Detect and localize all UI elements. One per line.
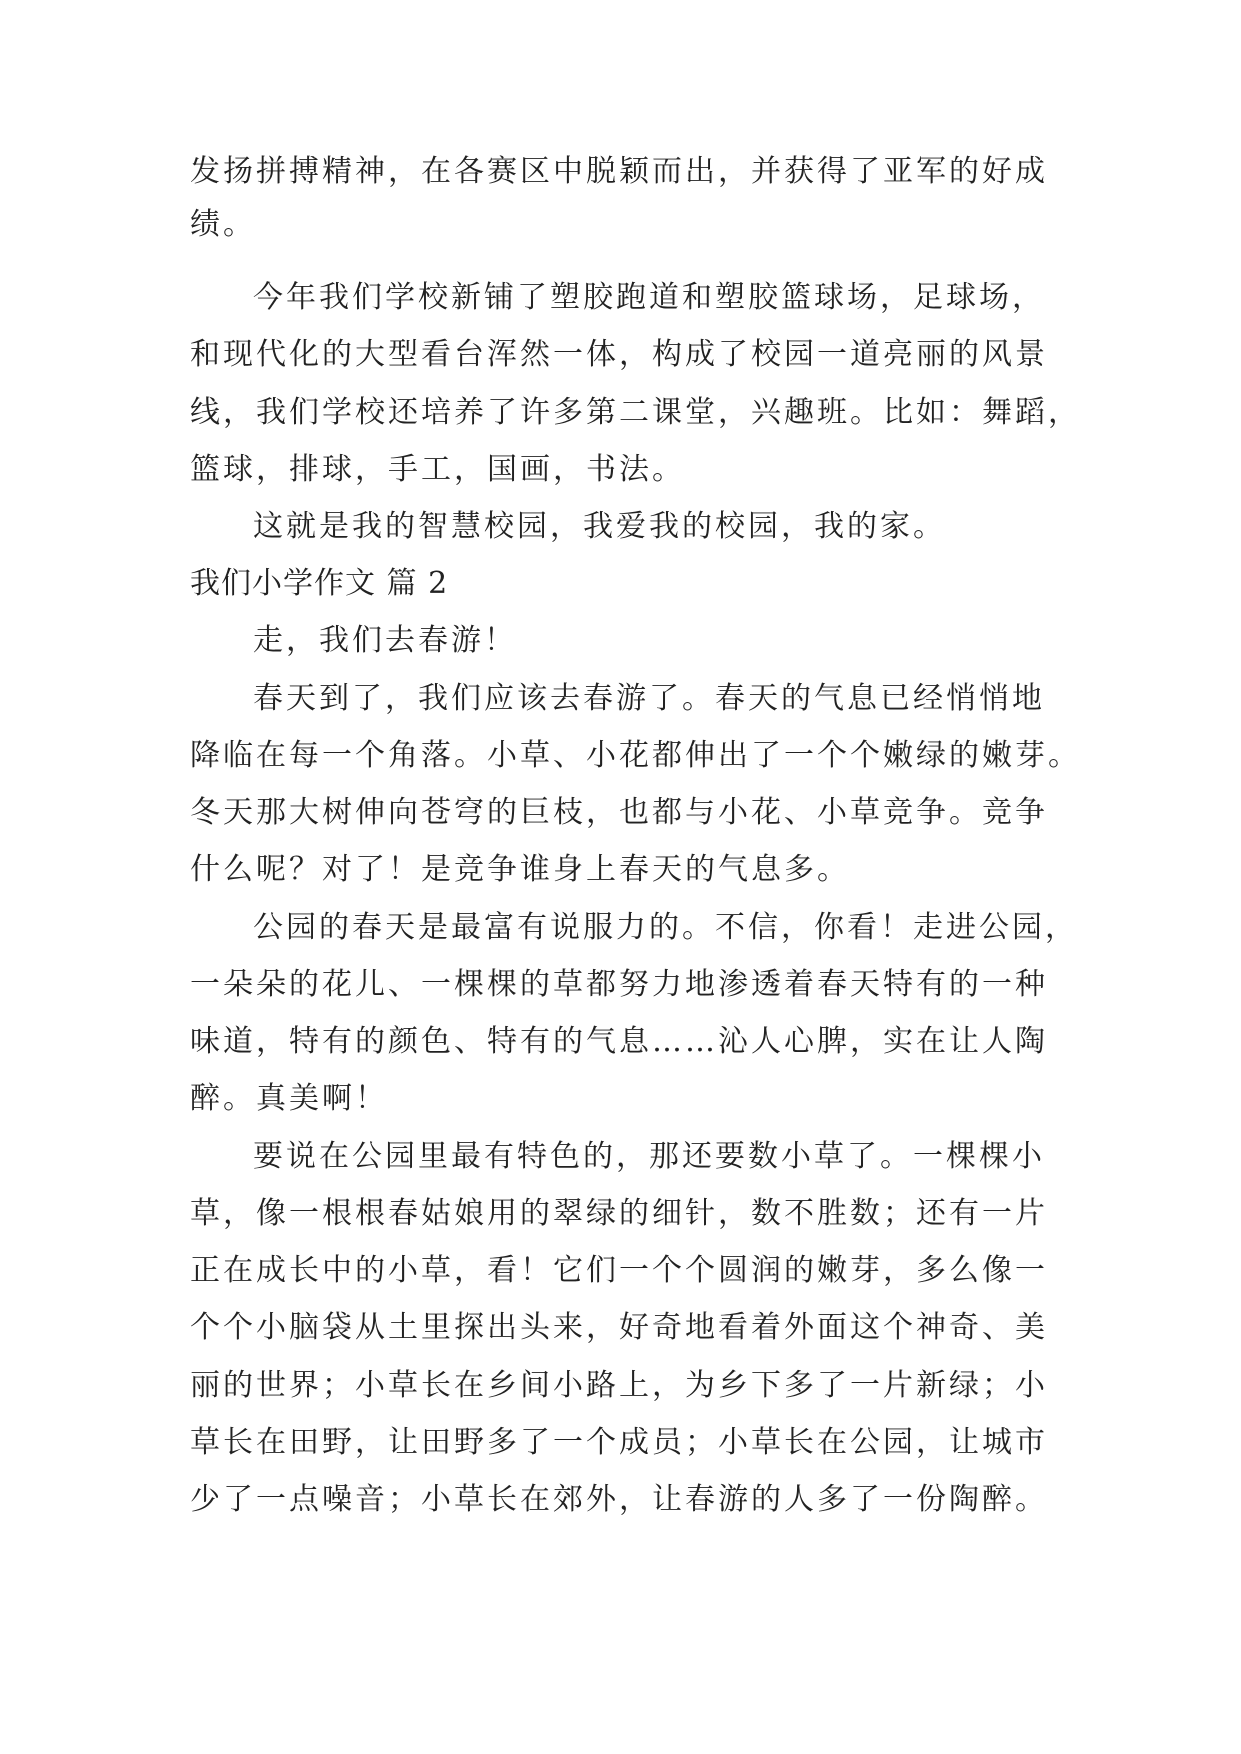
text-line: 发扬拼搏精神，在各赛区中脱颖而出，并获得了亚军的好成 <box>190 154 1048 189</box>
text-line: 草，像一根根春姑娘用的翠绿的细针，数不胜数；还有一片 <box>190 1196 1048 1231</box>
paragraph-first-line: 这就是我的智慧校园，我爱我的校园，我的家。 <box>253 509 946 544</box>
paragraph-first-line: 春天到了，我们应该去春游了。春天的气息已经悄悄地 <box>253 681 1045 716</box>
text-line: 个个小脑袋从土里探出头来，好奇地看着外面这个神奇、美 <box>190 1310 1048 1345</box>
text-line: 正在成长中的小草，看！它们一个个圆润的嫩芽，多么像一 <box>190 1253 1048 1288</box>
text-line: 什么呢？对了！是竞争谁身上春天的气息多。 <box>190 852 850 887</box>
text-line: 冬天那大树伸向苍穹的巨枝，也都与小花、小草竞争。竞争 <box>190 795 1048 830</box>
paragraph-first-line: 公园的春天是最富有说服力的。不信，你看！走进公园， <box>253 910 1078 945</box>
paragraph-first-line: 要说在公园里最有特色的，那还要数小草了。一棵棵小 <box>253 1139 1045 1174</box>
text-line: 降临在每一个角落。小草、小花都伸出了一个个嫩绿的嫩芽。 <box>190 738 1081 773</box>
paragraph-first-line: 今年我们学校新铺了塑胶跑道和塑胶篮球场，足球场， <box>253 280 1045 315</box>
text-line: 线，我们学校还培养了许多第二课堂，兴趣班。比如：舞蹈， <box>190 395 1081 430</box>
text-line: 丽的世界；小草长在乡间小路上，为乡下多了一片新绿；小 <box>190 1368 1048 1403</box>
text-line: 味道，特有的颜色、特有的气息……沁人心脾，实在让人陶 <box>190 1024 1048 1059</box>
text-line: 和现代化的大型看台浑然一体，构成了校园一道亮丽的风景 <box>190 337 1048 372</box>
text-line: 绩。 <box>190 207 256 242</box>
paragraph-first-line: 走，我们去春游！ <box>253 623 517 658</box>
text-line: 篮球，排球，手工，国画，书法。 <box>190 452 685 487</box>
text-line: 少了一点噪音；小草长在郊外，让春游的人多了一份陶醉。 <box>190 1482 1048 1517</box>
text-line: 草长在田野，让田野多了一个成员；小草长在公园，让城市 <box>190 1425 1048 1460</box>
text-line: 醉。真美啊！ <box>190 1081 388 1116</box>
section-heading: 我们小学作文 篇 2 <box>190 566 449 601</box>
text-line: 一朵朵的花儿、一棵棵的草都努力地渗透着春天特有的一种 <box>190 967 1048 1002</box>
